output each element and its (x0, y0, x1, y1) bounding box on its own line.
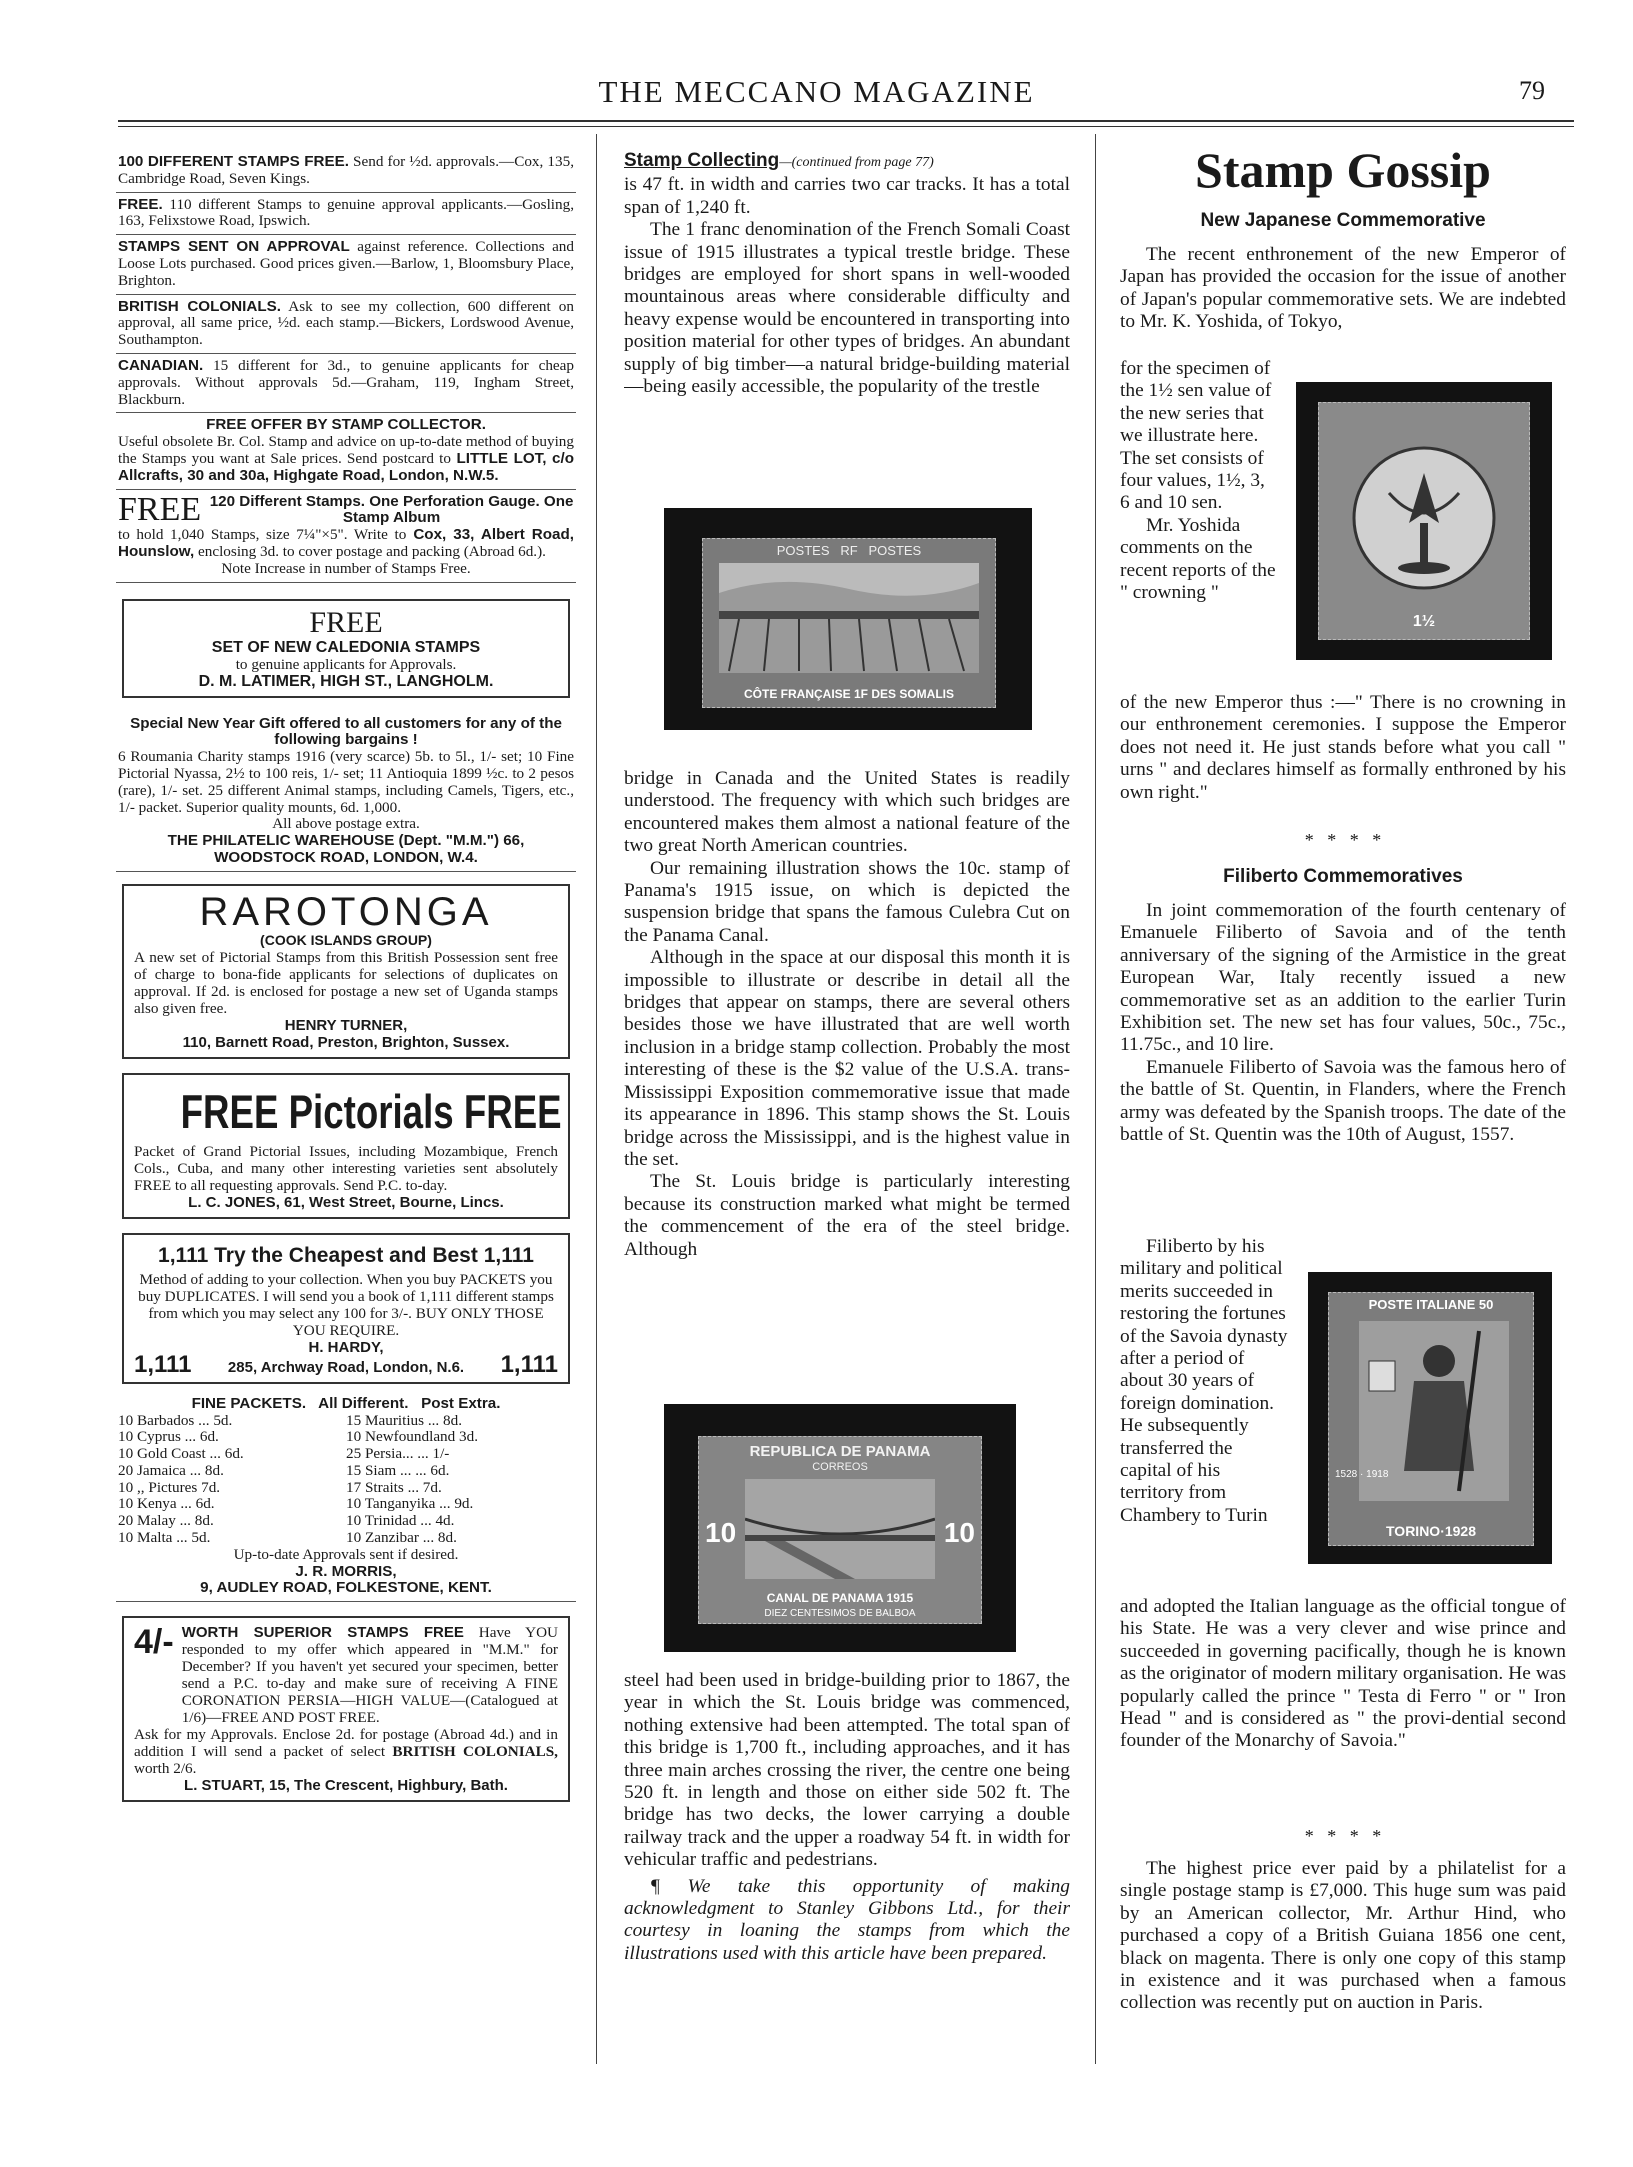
gossip-title: Stamp Gossip (1195, 142, 1491, 198)
ad-bold: BRITISH COLONIALS, (385, 1743, 558, 1761)
ad-stuart-box (122, 1616, 570, 1802)
ad-body: enclosing 3d. to cover postage and packing (Abroad 6d.). (194, 542, 546, 560)
ad-note: Note Increase in number of Stamps Free. (221, 559, 471, 577)
stamp-japan-face (1318, 402, 1530, 640)
ad-number-left: 1,111 (134, 1350, 192, 1378)
ad-address: 9, AUDLEY ROAD, FOLKESTONE, KENT. (200, 1579, 492, 1597)
packet-list (118, 1413, 574, 1547)
ad-body: to hold 1,040 Stamps, size 7¼"×5". Write to (118, 526, 407, 544)
ad-body: Ask to see my collection, 600 different on approval, all same price, ½d. each stamp.—Bickers, Lordswood Avenue, Southampton. (118, 297, 574, 349)
article-col-bottom (624, 1670, 1070, 2070)
ad-subtitle: (COOK ISLANDS GROUP) (260, 931, 432, 948)
phoenix-emblem-icon (1349, 443, 1499, 593)
gossip-japan-wrap (1120, 358, 1276, 692)
gossip-filiberto-end (1120, 1596, 1566, 1836)
gossip-paragraph: and adopted the Italian language as the official tongue of his State. He was a very clever and wise prince and succeeded in governing pacifically, though he is known as the originator of modern military organisation. He was popularly called the prince " Testa di Ferro " or " Iron Head " and is considered as " the provi-dential second founder of the Monarchy of Savoia." (1120, 1596, 1566, 1752)
ad-cox-hounslow (116, 490, 576, 583)
ad-head: Special New Year Gift offered to all customers for any of the following bargains ! (130, 714, 562, 749)
gossip-paragraph: In joint commemoration of the fourth centenary of Emanuele Filiberto of Savoia and of the tenth anniversary of the signing of the Armistice in the great European War, Italy recently issued a new commemorative set as an addition to the earlier Turin Exhibition set. The new set has four values, 50c., 75c., 11.75c., and 10 lire. (1120, 900, 1566, 1056)
stamp-panama-sub-text: CORREOS (812, 1461, 868, 1473)
stamp-italy-top-text: POSTE ITALIANE 50 (1368, 1297, 1494, 1312)
column-divider-right (1095, 134, 1096, 2064)
ad-body: 6 Roumania Charity stamps 1916 (very scarce) 5b. to 5l., 1/- set; 10 Fine Pictorial Nyassa, 2½ to 100 reis, 1/- set; 11 Antioquia 1899 ½c. to 2 pesos (rare), 1/- set. 25 different Animal stamps, including Camels, Tigers, etc., 1/- packet. Superior quality mounts, 6d. 1,000. (118, 748, 574, 816)
ad-body: Useful obsolete Br. Col. Stamp and advice on up-to-date method of buying the Stamps you want at Sale prices. Send postcard to (118, 433, 574, 467)
ad-gosling (116, 193, 576, 236)
packet-item: 10 Tanganyika ... 9d. (346, 1495, 474, 1513)
packet-item: 20 Jamaica ... 8d. (118, 1461, 224, 1479)
ad-body: Method of adding to your collection. When you buy PACKETS you buy DUPLICATES. I will send you a book of 1,111 different stamps from which you may select any 100 for 3/-. BUY ONLY THOSE YOU REQUIRE. (138, 1270, 554, 1339)
ad-latimer-box (122, 599, 570, 698)
stamp-somali-top-text: POSTES RF POSTES (776, 543, 922, 558)
packet-item: 10 Barbados ... 5d. (118, 1411, 233, 1429)
ad-head: 120 Different Stamps. One Perforation Gauge. One Stamp Album (209, 492, 574, 527)
gossip-japan-end (1120, 692, 1566, 828)
packet-item: 10 Newfoundland 3d. (346, 1428, 479, 1446)
stamp-japan-value: 1½ (1412, 613, 1436, 630)
stamp-panama-face (698, 1436, 982, 1624)
ad-address: L. C. JONES, 61, West Street, Bourne, Lincs. (188, 1193, 504, 1211)
stamp-image-somali (664, 508, 1032, 730)
stamp-panama-bottom-text: CANAL DE PANAMA 1915 (766, 1591, 914, 1605)
ad-morris (116, 1392, 576, 1603)
gossip-record-price (1120, 1858, 1566, 2068)
stamp-panama-bottom-text-2: DIEZ CENTESIMOS DE BALBOA (764, 1608, 916, 1619)
ad-body: against reference. Collections and Loose Lots purchased. Good prices given.—Barlow, 1, Bloomsbury Place, Brighton. (118, 238, 574, 289)
packet-item: 10 Cyprus ... 6d. (118, 1428, 219, 1446)
ad-title: FREE Pictorials FREE (180, 1084, 562, 1138)
ad-title: FREE (309, 605, 383, 639)
gossip-paragraph: of the new Emperor thus :—" There is no crowning in our enthronement ceremonies. I suppose the Emperor does not need it. He just stands before what you call " urns " and declares himself as formally enthroned by his own right." (1120, 692, 1566, 803)
section-stars-2: * * * * (1304, 1826, 1382, 1846)
stamp-italy-face (1328, 1292, 1534, 1546)
article-heading: Stamp Collecting (624, 150, 780, 171)
stamp-image-japan (1296, 382, 1552, 660)
packet-row (118, 1413, 574, 1430)
stamp-panama-value-left: 10 (705, 1517, 737, 1548)
stamp-panama-top-text: REPUBLICA DE PANAMA (749, 1443, 931, 1460)
ads-column (116, 150, 576, 2070)
ad-free-word: FREE (118, 490, 202, 528)
packet-item: 10 Trinidad ... 4d. (346, 1512, 455, 1530)
article-col-top (624, 150, 1070, 480)
packet-item: 25 Persia... ... 1/- (346, 1445, 450, 1463)
article-col-mid (624, 768, 1070, 1368)
ad-graham (116, 354, 576, 413)
section-stars-1: * * * * (1304, 830, 1382, 850)
packet-item: 10 Gold Coast ... 6d. (118, 1445, 244, 1463)
gossip-paragraph: The recent enthronement of the new Emperor of Japan has provided the occasion for the issue of another of Japan's popular commemorative sets. We are indebted to Mr. K. Yoshida, of Tokyo, (1120, 244, 1566, 333)
column-divider-left (596, 134, 597, 2064)
ad-head: STAMPS SENT ON APPROVAL (118, 238, 350, 256)
ad-free-pictorials-box (122, 1073, 570, 1219)
ad-little-lot (116, 413, 576, 489)
ad-head: FREE OFFER BY STAMP COLLECTOR. (206, 416, 486, 434)
header-rule (118, 120, 1574, 122)
ad-body: 110 different Stamps to genuine approval applicants.—Gosling, 163, Felixstowe Road, Ipswich. (118, 195, 574, 230)
ad-rarotonga-box (122, 884, 570, 1059)
gossip-paragraph: for the specimen of the 1½ sen value of the new series that we illustrate here. The set consists of four values, 1½, 3, 6 and 10 sen. (1120, 358, 1272, 514)
acknowledgment-note: ¶ We take this opportunity of making acknowledgment to Stanley Gibbons Ltd., for their courtesy in loaning the stamps from which the illustrations used with this article have been prepared. (624, 1875, 1070, 1964)
packet-item: 10 Malta ... 5d. (118, 1529, 211, 1547)
packet-item: 10 ,, Pictures 7d. (118, 1478, 221, 1496)
ad-head: SET OF NEW CALEDONIA STAMPS (211, 638, 481, 656)
ad-body: Ask for my Approvals. Enclose 2d. for postage (Abroad 4d.) and in addition I will send a packet of select (134, 1726, 558, 1761)
ad-head: 100 DIFFERENT STAMPS FREE. (118, 153, 349, 170)
gossip-subheading-filiberto: Filiberto Commemoratives (1223, 866, 1463, 887)
packet-item: 10 Zanzibar ... 8d. (346, 1529, 457, 1547)
gossip-filiberto-intro (1120, 900, 1566, 1236)
stamp-image-italy (1308, 1272, 1552, 1564)
article-paragraph: Our remaining illustration shows the 10c. stamp of Panama's 1915 issue, on which is depicted the suspension bridge that spans the famous Culebra Cut on the Panama Canal. (624, 857, 1070, 946)
gossip-paragraph: Mr. Yoshida comments on the recent reports of the " crowning " (1120, 514, 1276, 604)
ad-address: L. STUART, 15, The Crescent, Highbury, Bath. (184, 1777, 508, 1795)
article-paragraph: The St. Louis bridge is particularly interesting because its construction marked what might be termed the commencement of the era of the steel bridge. Although (624, 1171, 1070, 1260)
ad-number-right: 1,111 (500, 1350, 558, 1378)
ad-body: Packet of Grand Pictorial Issues, including Mozambique, French Cols., Cuba, and many other interesting varieties sent absolutely FREE to all requesting approvals. Send P.C. to-day. (134, 1142, 558, 1194)
ad-philatelic-warehouse (116, 712, 576, 872)
ad-bickers (116, 295, 576, 354)
stamp-italy-years: 1528 · 1918 (1335, 1469, 1389, 1480)
ad-note: All above postage extra. (272, 815, 420, 833)
packet-row (118, 1496, 574, 1513)
stamp-somali-bottom-text: CÔTE FRANÇAISE 1F DES SOMALIS (743, 687, 955, 701)
ad-body: worth 2/6. (134, 1760, 197, 1778)
bridge-suspension-icon (745, 1479, 935, 1579)
packet-item: 10 Kenya ... 6d. (118, 1495, 215, 1513)
stamp-image-panama (664, 1404, 1016, 1652)
gossip-paragraph: Filiberto by his military and political merits succeeded in restoring the fortunes of the Savoia dynasty after a period of about 30 years of foreign domination. He subsequently transferred the capital of his territory from Chambery to Turin (1120, 1236, 1288, 1526)
ad-address: Cox, 33, Albert Road, Hounslow, (118, 526, 574, 560)
ad-title: RAROTONGA (199, 889, 493, 934)
packet-row (118, 1429, 574, 1446)
article-paragraph: steel had been used in bridge-building prior to 1867, the year in which the St. Louis bridge was commenced, nothing extensive had been attempted. The total span of this bridge is 1,700 ft., including approaches, and it has three main arches crossing the river, the centre one being 520 ft. in length and those on either side 502 ft. The bridge has two decks, the lower carrying a double railway track and the upper a roadway 54 ft. in width for vehicular traffic and pedestrians. (624, 1670, 1070, 1871)
packet-row (118, 1513, 574, 1530)
stamp-somali-face (702, 538, 996, 708)
bridge-trestle-icon (719, 563, 979, 673)
ad-body: 15 different for 3d., to genuine applicants for cheap approvals. Without approvals 5d.—Graham, 119, Ingham Street, Blackburn. (118, 356, 574, 408)
page-number: 79 (1519, 76, 1545, 105)
packet-item: 17 Straits ... 7d. (346, 1478, 442, 1496)
ad-head: WORTH SUPERIOR STAMPS FREE (181, 1624, 464, 1642)
stamp-panama-value-right: 10 (943, 1517, 975, 1548)
ad-head: CANADIAN. (118, 356, 204, 374)
packet-row (118, 1480, 574, 1497)
ad-head: FINE PACKETS. All Different. Post Extra. (191, 1394, 501, 1412)
ad-head: FREE. (118, 195, 163, 213)
ad-address: THE PHILATELIC WAREHOUSE (Dept. "M.M.") 66, WOODSTOCK ROAD, LONDON, W.4. (167, 832, 525, 866)
ad-name: H. HARDY, (308, 1338, 384, 1356)
ad-body: A new set of Pictorial Stamps from this British Possession sent free of charge to bona-fide applicants for selections of duplicates on approval. If 2d. is enclosed for postage a new set of Uganda stamps also given free. (134, 948, 558, 1017)
ad-address: LITTLE LOT, c/o Allcrafts, 30 and 30a, Highgate Road, London, N.W.5. (118, 449, 575, 484)
ad-title: 1,111 Try the Cheapest and Best 1,111 (158, 1243, 534, 1267)
article-paragraph: Although in the space at our disposal this month it is impossible to illustrate or describe in detail all the bridges that appear on stamps, there are several others besides those we have illustrated that are well worth inclusion in a bridge stamp collection. Probably the most interesting of these is the $2 value of the U.S.A. trans-Mississippi Exposition commemorative issue that made its appearance in 1896. This stamp shows the St. Louis bridge across the Mississippi, and is the highest value in the set. (624, 947, 1070, 1170)
gossip-paragraph: The highest price ever paid by a philatelist for a single postage stamp is £7,000. This huge sum was paid by an American collector, Mr. Arthur Hind, who purchased a copy of a British Guiana 1856 one cent, black on magenta. There is only one copy of this stamp in existence and it was purchased when a famous collection was recently put on auction in Paris. (1120, 1858, 1566, 2014)
gossip-subheading-japan: New Japanese Commemorative (1200, 210, 1486, 231)
ad-barlow (116, 235, 576, 294)
gossip-filiberto-wrap (1120, 1236, 1288, 1596)
ad-head: BRITISH COLONIALS. (118, 297, 281, 315)
stamp-italy-bottom-text: TORINO·1928 (1386, 1523, 1476, 1539)
ad-address: 110, Barnett Road, Preston, Brighton, Sussex. (182, 1033, 510, 1051)
ad-price: 4/- (134, 1623, 174, 1662)
ad-name: HENRY TURNER, (284, 1016, 408, 1034)
ad-note: Up-to-date Approvals sent if desired. (233, 1545, 459, 1563)
ad-hardy-box (122, 1233, 570, 1384)
article-paragraph: is 47 ft. in width and carries two car tracks. It has a total span of 1,240 ft. (624, 174, 1070, 218)
ad-address: D. M. LATIMER, HIGH ST., LANGHOLM. (198, 672, 494, 690)
gossip-paragraph: Emanuele Filiberto of Savoia was the famous hero of the battle of St. Quentin, in Flanders, where the French army was defeated by the Spanish troops. The date of the battle of St. Quentin was the 10th of August, 1557. (1120, 1056, 1566, 1146)
packet-item: 15 Mauritius ... 8d. (346, 1411, 463, 1429)
ad-body: Have YOU responded to my offer which appeared in "M.M." for December? If you haven't yet secured your specimen, better send a P.C. to-day and make sure of receiving A FINE CORONATION PERSIA—HIGH VALUE—(Catalogued at 1/6)—FREE AND POST FREE. (181, 1624, 558, 1727)
packet-row (118, 1463, 574, 1480)
magazine-title: THE MECCANO MAGAZINE (598, 74, 1035, 109)
ad-cox-stamps (116, 150, 576, 193)
packet-item: 15 Siam ... ... 6d. (346, 1461, 450, 1479)
article-continued: —(continued from page 77) (779, 155, 934, 170)
article-paragraph: bridge in Canada and the United States is readily understood. The frequency with which such bridges are encountered makes them almost a national feature of the two great North American countries. (624, 768, 1070, 857)
ad-body: to genuine applicants for Approvals. (235, 655, 457, 673)
packet-item: 20 Malay ... 8d. (118, 1512, 214, 1530)
packet-row (118, 1530, 574, 1547)
ad-body: Send for ½d. approvals.—Cox, 135, Cambridge Road, Seven Kings. (118, 153, 574, 187)
ad-address: 285, Archway Road, London, N.6. (227, 1358, 465, 1376)
packet-row (118, 1446, 574, 1463)
header-rule-thin (118, 126, 1574, 127)
ad-name: J. R. MORRIS, (295, 1562, 397, 1580)
article-paragraph: The 1 franc denomination of the French Somali Coast issue of 1915 illustrates a typical trestle bridge. These bridges are employed for short spans in well-wooded mountainous areas where considerable difficulty and heavy expense would be encountered in transporting into position material for other types of bridges. An abundant supply of big timber—a natural bridge-building material—being easily accessible, the popularity of the trestle (624, 219, 1070, 398)
gossip-japan-intro (1120, 244, 1566, 358)
